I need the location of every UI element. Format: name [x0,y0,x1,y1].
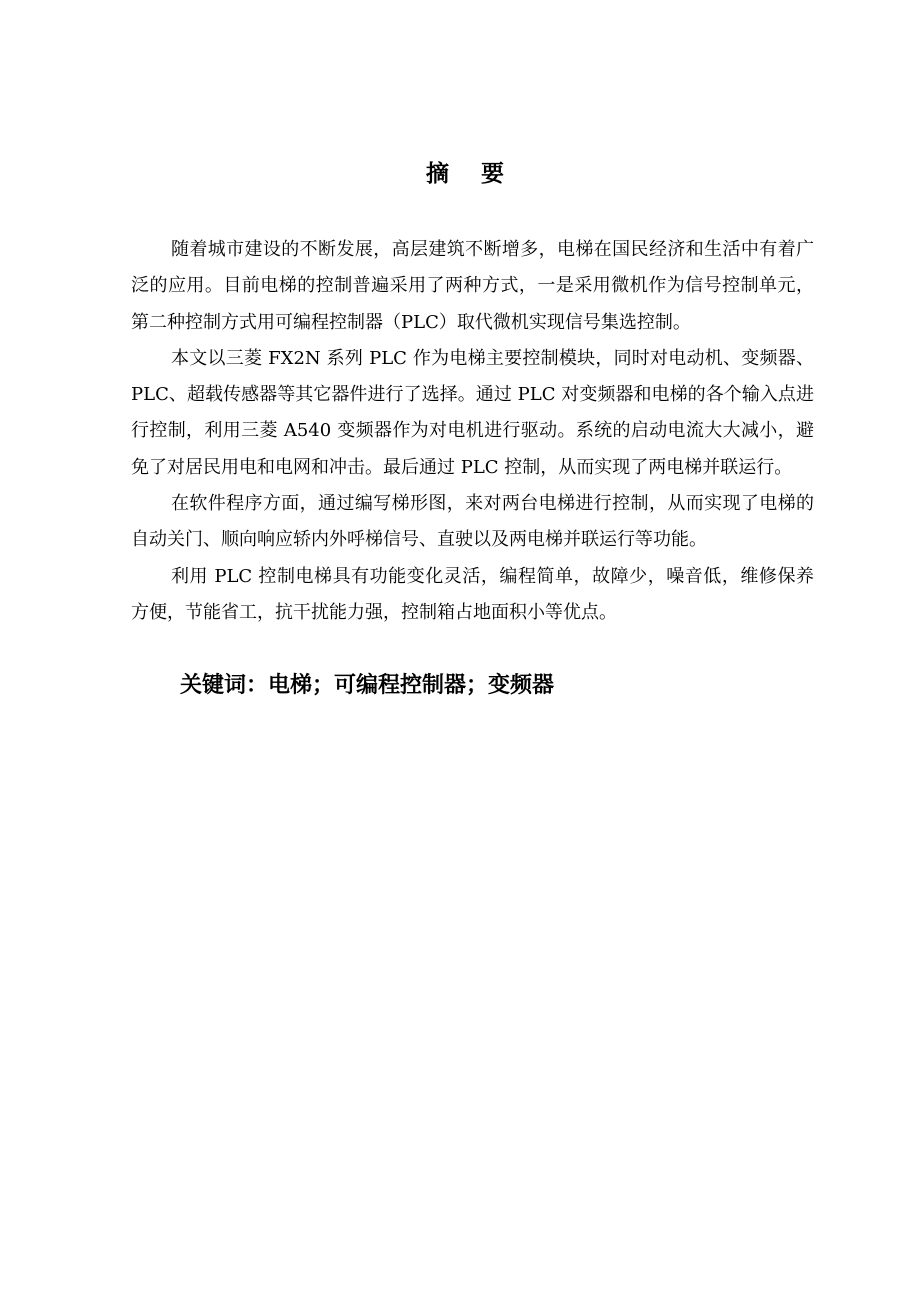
keywords-line: 关键词：电梯；可编程控制器；变频器 [180,673,555,698]
abstract-paragraph-4: 利用 PLC 控制电梯具有功能变化灵活，编程简单，故障少，噪音低，维修保养方便，节能省工，抗干扰能力强，控制箱占地面积小等优点。 [131,565,814,623]
abstract-paragraph-3: 在软件程序方面，通过编写梯形图，来对两台电梯进行控制，从而实现了电梯的自动关门、顺向响应轿内外呼梯信号、直驶以及两电梯并联运行等功能。 [131,493,814,551]
abstract-paragraph-2: 本文以三菱 FX2N 系列 PLC 作为电梯主要控制模块，同时对电动机、变频器、PLC、超载传感器等其它器件进行了选择。通过 PLC 对变频器和电梯的各个输入点进行控制，利用三菱 A540 变频器作为对电机进行驱动。系统的启动电流大大减小，避免了对居民用电和电网和冲击。最后通过 PLC 控制，从而实现了两电梯并联运行。 [131,347,814,478]
abstract-paragraph-1: 随着城市建设的不断发展，高层建筑不断增多，电梯在国民经济和生活中有着广泛的应用。目前电梯的控制普遍采用了两种方式，一是采用微机作为信号控制单元，第二种控制方式用可编程控制器（PLC）取代微机实现信号集选控制。 [131,239,814,333]
abstract-title: 摘 要 [425,161,516,187]
abstract-body [131,232,814,631]
